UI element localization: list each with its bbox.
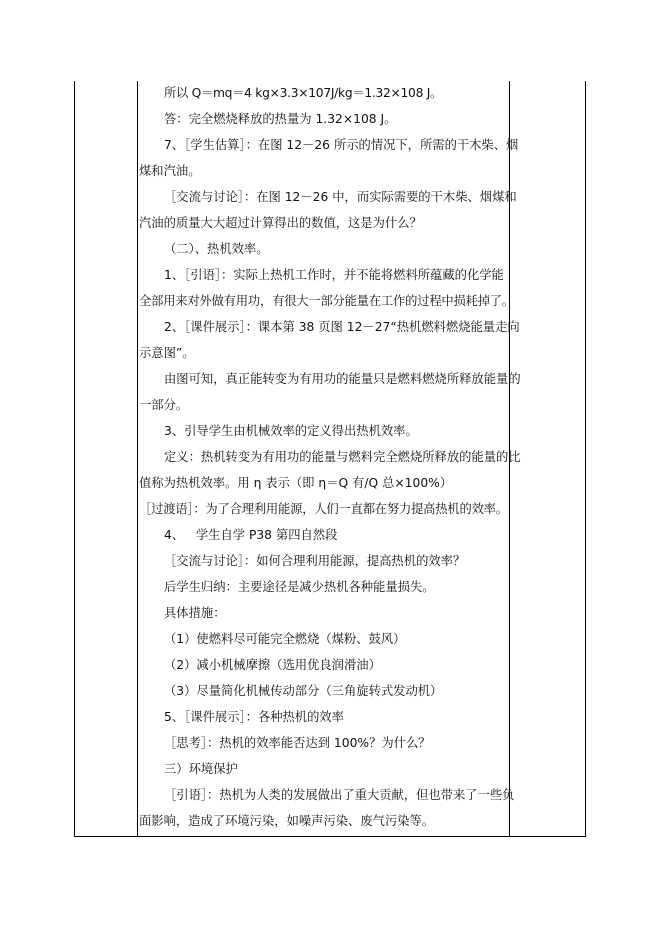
text-line: 汽油的质量大大超过计算得出的数值，这是为什么？: [139, 216, 422, 230]
text-line: 1、［引语］：实际上热机工作时，并不能将燃料所蕴藏的化学能: [164, 268, 504, 282]
text-line: 示意图”。: [139, 346, 195, 360]
text-line: 定义：热机转变为有用功的能量与燃料完全燃烧所释放的能量的比: [164, 450, 521, 464]
text-line: 4、 学生自学 P38 第四自然段: [164, 528, 338, 542]
text-line: ［交流与讨论］：在图 12－26 中，而实际需要的干木柴、烟煤和: [164, 190, 517, 204]
text-line: 煤和汽油。: [139, 164, 201, 178]
list-item: （1）使燃料尽可能完全燃烧（煤粉、鼓风）: [164, 632, 406, 646]
text-line: ［思考］：热机的效率能否达到 100%？为什么？: [164, 736, 431, 750]
text-line: 5、［课件展示］：各种热机的效率: [164, 710, 344, 724]
text-line: 由图可知，真正能转变为有用功的能量只是燃料燃烧所释放能量的: [164, 372, 521, 386]
list-item: （3）尽量简化机械传动部分（三角旋转式发动机）: [164, 684, 443, 698]
text-line: 答：完全燃烧释放的热量为 1.32×108 J。: [164, 112, 397, 126]
text-line: 3、引导学生由机械效率的定义得出热机效率。: [164, 424, 418, 438]
text-line: ［过渡语］：为了合理利用能源，人们一直都在努力提高热机的效率。: [139, 502, 508, 516]
table-right-border: [585, 81, 586, 837]
text-line: 7、［学生估算］：在图 12－26 所示的情况下，所需的干木柴、烟: [164, 138, 519, 152]
text-line: 所以 Q＝mq＝4 kg×3.3×107J/kg＝1.32×108 J。: [164, 86, 443, 100]
text-line: 面影响，造成了环境污染，如噪声污染、废气污染等。: [139, 814, 435, 828]
table-left-border: [74, 81, 75, 837]
text-line: ［交流与讨论］：如何合理利用能源，提高热机的效率？: [164, 554, 466, 568]
text-line: ［引语］：热机为人类的发展做出了重大贡献，但也带来了一些负: [164, 788, 515, 802]
text-line: 值称为热机效率。用 η 表示（即 η＝Q 有/Q 总×100%）: [139, 476, 453, 490]
section-heading: （二）、热机效率。: [164, 242, 269, 256]
text-line: 具体措施：: [164, 606, 226, 620]
section-heading: 三）环境保护: [164, 762, 238, 776]
text-line: 全部用来对外做有用功，有很大一部分能量在工作的过程中损耗掉了。: [139, 294, 515, 308]
list-item: （2）减小机械摩擦（选用优良润滑油）: [164, 658, 381, 672]
text-line: 2、［课件展示］：课本第 38 页图 12－27“热机燃料燃烧能量走向: [164, 320, 520, 334]
column-divider-1: [137, 81, 138, 837]
text-line: 一部分。: [139, 398, 189, 412]
text-line: 后学生归纳：主要途径是减少热机各种能量损失。: [164, 580, 435, 594]
